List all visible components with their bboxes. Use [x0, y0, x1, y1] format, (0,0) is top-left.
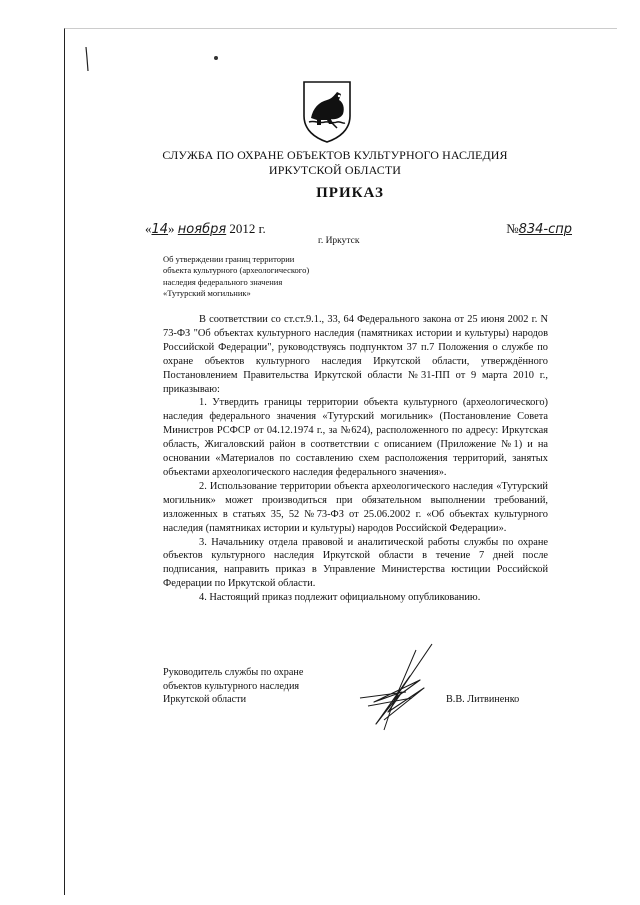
date-quote-open: « — [145, 221, 152, 236]
document-number — [506, 221, 572, 237]
subject-line: Об утверждении границ территории — [163, 254, 295, 264]
position-line: Иркутской области — [163, 694, 247, 706]
date-year: 2012 г. — [229, 221, 266, 236]
handwritten-signature — [354, 640, 444, 732]
clause-4: 4. Настоящий приказ подлежит официальному опубликованию. — [199, 592, 481, 604]
coat-of-arms-icon — [301, 78, 353, 144]
subject-line: объекта культурного (археологического) — [163, 265, 310, 276]
date-quote-close: » — [168, 221, 175, 236]
number-value: 834-спр — [518, 222, 572, 237]
subject-line: наследия федерального значения — [163, 276, 283, 287]
signatory-position — [163, 666, 303, 707]
date-month: ноября — [177, 222, 227, 237]
preamble-paragraph: В соответствии со ст.ст.9.1., 33, 64 Федерального закона от 25 июня 2002 г. N 73-ФЗ "Об объектах культурного наследия (памятниках истории и культуры) народов Российской Федерации", руководствуясь подпунктом 37 п.7 Положения о службе по охране объектов культурного наследия Иркутской области, утверждённого Постановлением Правительства Иркутской области №31-ПП от 9 марта 2010 г., приказываю: — [163, 314, 548, 395]
number-prefix: № — [506, 221, 519, 236]
document-type: ПРИКАЗ — [316, 185, 384, 201]
body-text — [163, 313, 548, 605]
subject-block — [163, 254, 309, 300]
subject-line: «Тутурский могильник» — [163, 288, 251, 299]
city: г. Иркутск — [318, 236, 360, 246]
clause-1: 1. Утвердить границы территории объекта культурного (археологического) наследия федерального значения «Тутурский могильник» (Постановление Совета Министров РСФСР от 04.12.1974 г., за №624), расположенного по адресу: Иркутская область, Жигаловский район в соответствии с описанием (Приложение №1) и на основании «Материалов по составлению схем расположения территорий, занятых объектами археологического наследия федерального значения». — [163, 397, 548, 478]
position-line: Руководитель службы по охране — [163, 667, 304, 678]
margin-mark — [84, 46, 90, 72]
organization-name — [0, 148, 640, 178]
org-line-2: ИРКУТСКОЙ ОБЛАСТИ — [268, 163, 402, 177]
document-date — [145, 221, 266, 237]
speck — [214, 56, 218, 60]
position-line: объектов культурного наследия — [163, 680, 300, 692]
clause-2: 2. Использование территории объекта археологического наследия «Тутурский могильник» может производиться при обязательном выполнении требований, изложенных в статьях 35, 52 №73-ФЗ от 25.06.2002 г. «Об объектах культурного наследия (памятниках истории и культуры) народов Российской Федерации». — [163, 480, 548, 534]
org-line-1: СЛУЖБА ПО ОХРАНЕ ОБЪЕКТОВ КУЛЬТУРНОГО НАСЛЕДИЯ — [162, 148, 508, 162]
clause-3: 3. Начальнику отдела правовой и аналитической работы службы по охране объектов культурного наследия Иркутской области в течение 7 дней после подписания, направить приказ в Управление Министерства юстиции Российской Федерации по Иркутской области. — [163, 536, 548, 590]
signatory-name: В.В. Литвиненко — [446, 694, 520, 705]
date-day: 14 — [151, 222, 169, 237]
